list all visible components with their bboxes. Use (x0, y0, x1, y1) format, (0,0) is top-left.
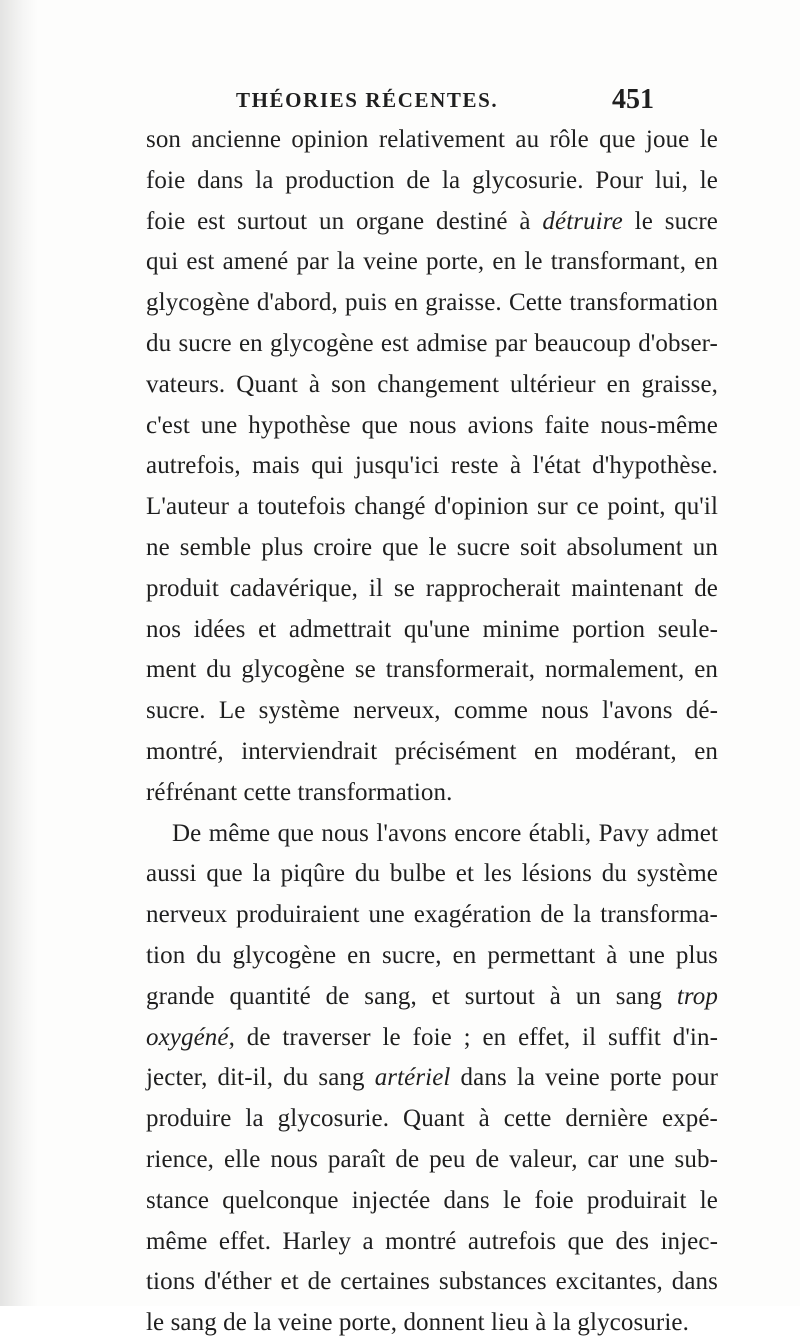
text-line (146, 1303, 718, 1344)
text-line (146, 1058, 718, 1099)
text-segment: réfrénant cette transformation. (146, 778, 453, 806)
text-segment: tions d'éther et de certaines substances excitantes, dans (146, 1268, 718, 1296)
text-line (146, 1099, 718, 1140)
text-segment: grande quantité de sang, et surtout à un sang (146, 982, 677, 1010)
text-segment: foie est surtout un organe destiné à (146, 207, 543, 235)
text-segment: c'est une hypothèse que nous avions faite nous-même (146, 411, 718, 439)
text-segment: le sang de la veine porte, donnent lieu à la glycosurie. (146, 1309, 689, 1337)
text-segment: nerveux produiraient une exagération de la transforma- (146, 901, 718, 929)
text-segment: montré, interviendrait précisément en modérant, en (146, 737, 718, 765)
running-head (236, 84, 656, 118)
text-segment: jecter, dit-il, du sang (146, 1064, 375, 1092)
text-line (146, 1262, 718, 1303)
text-segment: L'auteur a toutefois changé d'opinion sur ce point, qu'il (146, 493, 718, 521)
text-line (146, 895, 718, 936)
binding-shadow (0, 0, 38, 1306)
text-segment: de traverser le foie ; en effet, il suffit d'in- (234, 1023, 718, 1051)
text-line (146, 283, 718, 324)
text-line (146, 528, 718, 569)
text-line (146, 691, 718, 732)
text-line (146, 854, 718, 895)
text-segment: De même que nous l'avons encore établi, Pavy admet (172, 819, 718, 847)
text-line (146, 814, 718, 855)
text-line (146, 161, 718, 202)
text-segment: le sucre (622, 207, 718, 235)
italic-segment: détruire (542, 207, 623, 235)
text-line (146, 1222, 718, 1263)
text-segment: du sucre en glycogène est admise par beaucoup d'obser- (146, 329, 718, 357)
text-segment: dans la veine porte pour (450, 1064, 718, 1092)
italic-segment: trop (676, 982, 718, 1010)
text-line (146, 365, 718, 406)
text-segment: rience, elle nous paraît de peu de valeur, car une sub- (146, 1145, 718, 1173)
text-line (146, 446, 718, 487)
text-segment: ment du glycogène se transformerait, normalement, en (146, 656, 718, 684)
text-line (146, 1181, 718, 1222)
text-line (146, 773, 718, 814)
text-line (146, 650, 718, 691)
italic-segment: oxygéné, (146, 1023, 235, 1051)
text-line (146, 120, 718, 161)
text-segment: ne semble plus croire que le sucre soit absolument un (146, 533, 718, 561)
text-segment: son ancienne opinion relativement au rôle que joue le (146, 126, 718, 153)
text-line (146, 732, 718, 773)
text-segment: stance quelconque injectée dans le foie produirait le (146, 1186, 718, 1214)
text-line (146, 936, 718, 977)
text-segment: autrefois, mais qui jusqu'ici reste à l'état d'hypothèse. (146, 452, 718, 480)
text-segment: aussi que la piqûre du bulbe et les lésions du système (146, 860, 718, 888)
text-line (146, 487, 718, 528)
text-segment: sucre. Le système nerveux, comme nous l'avons dé- (146, 697, 718, 725)
text-line (146, 569, 718, 610)
text-line (146, 610, 718, 651)
text-segment: produire la glycosurie. Quant à cette dernière expé- (146, 1105, 718, 1133)
body-text (146, 120, 718, 1344)
text-segment: vateurs. Quant à son changement ultérieur en graisse, (146, 370, 718, 398)
text-segment: qui est amené par la veine porte, en le transformant, en (146, 248, 718, 276)
italic-segment: artériel (374, 1064, 451, 1092)
text-segment: tion du glycogène en sucre, en permettant à une plus (146, 941, 718, 969)
text-line (146, 977, 718, 1018)
page-number: 451 (612, 84, 654, 115)
text-segment: nos idées et admettrait qu'une minime portion seule- (146, 615, 718, 643)
text-line (146, 1018, 718, 1059)
text-line (146, 202, 718, 243)
text-segment: produit cadavérique, il se rapprocherait maintenant de (146, 574, 718, 602)
text-segment: même effet. Harley a montré autrefois que des injec- (146, 1227, 718, 1255)
running-title: THÉORIES RÉCENTES. (236, 88, 499, 112)
text-segment: glycogène d'abord, puis en graisse. Cette transformation (146, 289, 718, 317)
text-line (146, 1140, 718, 1181)
text-line (146, 242, 718, 283)
text-line (146, 406, 718, 447)
text-line (146, 324, 718, 365)
text-segment: foie dans la production de la glycosurie. Pour lui, le (146, 166, 718, 194)
